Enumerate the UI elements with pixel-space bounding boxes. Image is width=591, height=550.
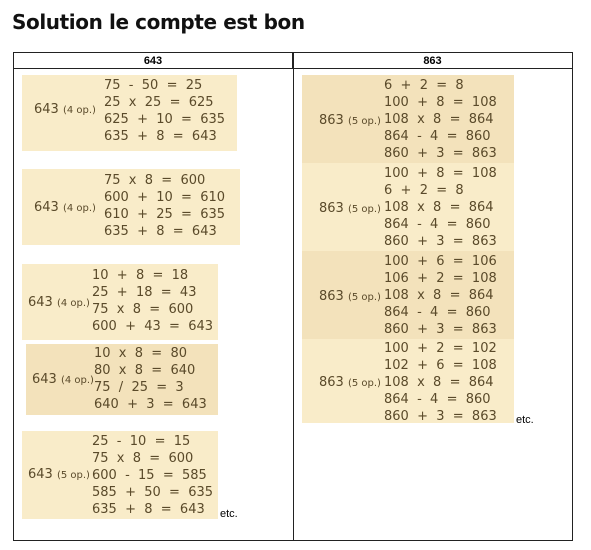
solution-label xyxy=(319,201,381,216)
operation-count: (4 op.) xyxy=(62,105,96,116)
operation-line: 108 x 8 = 864 xyxy=(384,288,494,303)
solution-block xyxy=(302,75,514,163)
operation-line: 640 + 3 = 643 xyxy=(94,397,207,412)
operations-list xyxy=(384,340,497,425)
solution-label xyxy=(319,375,381,390)
operation-line: 585 + 50 = 635 xyxy=(92,485,214,500)
operation-count: (5 op.) xyxy=(347,204,381,215)
operation-line: 80 x 8 = 640 xyxy=(94,363,196,378)
operation-line: 860 + 3 = 863 xyxy=(384,146,497,161)
operations-list xyxy=(384,77,497,162)
solution-label xyxy=(34,102,96,117)
operation-line: 25 x 25 = 625 xyxy=(104,95,214,110)
operation-line: 600 + 43 = 643 xyxy=(92,319,214,334)
operation-line: 100 + 2 = 102 xyxy=(384,341,497,356)
target-number: 863 xyxy=(319,375,344,390)
operation-line: 100 + 8 = 108 xyxy=(384,166,497,181)
operation-line: 864 - 4 = 860 xyxy=(384,217,491,232)
solution-block xyxy=(22,75,237,151)
operation-line: 25 - 10 = 15 xyxy=(92,434,191,449)
target-number: 643 xyxy=(32,372,57,387)
etc-note: etc. xyxy=(220,508,238,520)
operation-line: 860 + 3 = 863 xyxy=(384,322,497,337)
operation-line: 600 - 15 = 585 xyxy=(92,468,207,483)
page-title: Solution le compte est bon xyxy=(12,10,305,34)
operation-count: (5 op.) xyxy=(56,470,90,481)
operation-line: 25 + 18 = 43 xyxy=(92,285,197,300)
column-divider xyxy=(293,53,294,540)
solutions-table xyxy=(13,52,573,541)
operation-line: 860 + 3 = 863 xyxy=(384,234,497,249)
target-number: 863 xyxy=(319,201,344,216)
operations-list xyxy=(92,267,213,335)
target-number: 643 xyxy=(34,102,59,117)
operation-line: 864 - 4 = 860 xyxy=(384,392,491,407)
operation-count: (4 op.) xyxy=(56,298,90,309)
operation-line: 6 + 2 = 8 xyxy=(384,78,464,93)
target-number: 863 xyxy=(319,289,344,304)
solution-label xyxy=(28,295,90,310)
operation-line: 106 + 2 = 108 xyxy=(384,271,497,286)
solution-block xyxy=(302,339,514,423)
operation-count: (5 op.) xyxy=(347,378,381,389)
solution-block xyxy=(22,431,218,519)
operation-line: 864 - 4 = 860 xyxy=(384,305,491,320)
solution-label xyxy=(28,467,90,482)
solution-label xyxy=(32,372,94,387)
solution-block xyxy=(302,163,514,251)
operation-line: 610 + 25 = 635 xyxy=(104,207,226,222)
operations-list xyxy=(104,172,225,240)
operation-line: 6 + 2 = 8 xyxy=(384,183,464,198)
operation-line: 100 + 6 = 106 xyxy=(384,254,497,269)
operations-list xyxy=(104,77,225,145)
operation-count: (4 op.) xyxy=(62,203,96,214)
etc-note: etc. xyxy=(516,414,534,426)
target-number: 863 xyxy=(319,113,344,128)
operation-line: 600 + 10 = 610 xyxy=(104,190,226,205)
solution-block xyxy=(26,344,218,415)
operation-count: (5 op.) xyxy=(347,292,381,303)
solution-label xyxy=(319,113,381,128)
operation-line: 102 + 6 = 108 xyxy=(384,358,497,373)
operation-line: 100 + 8 = 108 xyxy=(384,95,497,110)
operation-line: 108 x 8 = 864 xyxy=(384,112,494,127)
operation-line: 108 x 8 = 864 xyxy=(384,200,494,215)
operation-line: 10 x 8 = 80 xyxy=(94,346,187,361)
column-header-863: 863 xyxy=(293,53,572,69)
target-number: 643 xyxy=(28,467,53,482)
operation-count: (5 op.) xyxy=(347,116,381,127)
operation-line: 10 + 8 = 18 xyxy=(92,268,189,283)
operation-line: 75 x 8 = 600 xyxy=(92,451,194,466)
operation-line: 75 x 8 = 600 xyxy=(104,173,206,188)
solution-block xyxy=(22,264,218,340)
operation-line: 635 + 8 = 643 xyxy=(104,129,217,144)
solution-label xyxy=(319,289,381,304)
operation-count: (4 op.) xyxy=(60,375,94,386)
operation-line: 625 + 10 = 635 xyxy=(104,112,226,127)
operation-line: 864 - 4 = 860 xyxy=(384,129,491,144)
operations-list xyxy=(384,253,497,338)
column-header-643: 643 xyxy=(14,53,293,69)
operation-line: 75 x 8 = 600 xyxy=(92,302,194,317)
operation-line: 635 + 8 = 643 xyxy=(104,224,217,239)
operations-list xyxy=(94,345,207,413)
operation-line: 108 x 8 = 864 xyxy=(384,375,494,390)
operation-line: 860 + 3 = 863 xyxy=(384,409,497,424)
operation-line: 635 + 8 = 643 xyxy=(92,502,205,517)
operations-list xyxy=(92,433,213,518)
target-number: 643 xyxy=(28,295,53,310)
target-number: 643 xyxy=(34,200,59,215)
operation-line: 75 - 50 = 25 xyxy=(104,78,203,93)
operations-list xyxy=(384,165,497,250)
solution-label xyxy=(34,200,96,215)
solution-block xyxy=(302,251,514,339)
operation-line: 75 / 25 = 3 xyxy=(94,380,184,395)
solution-block xyxy=(22,169,240,245)
